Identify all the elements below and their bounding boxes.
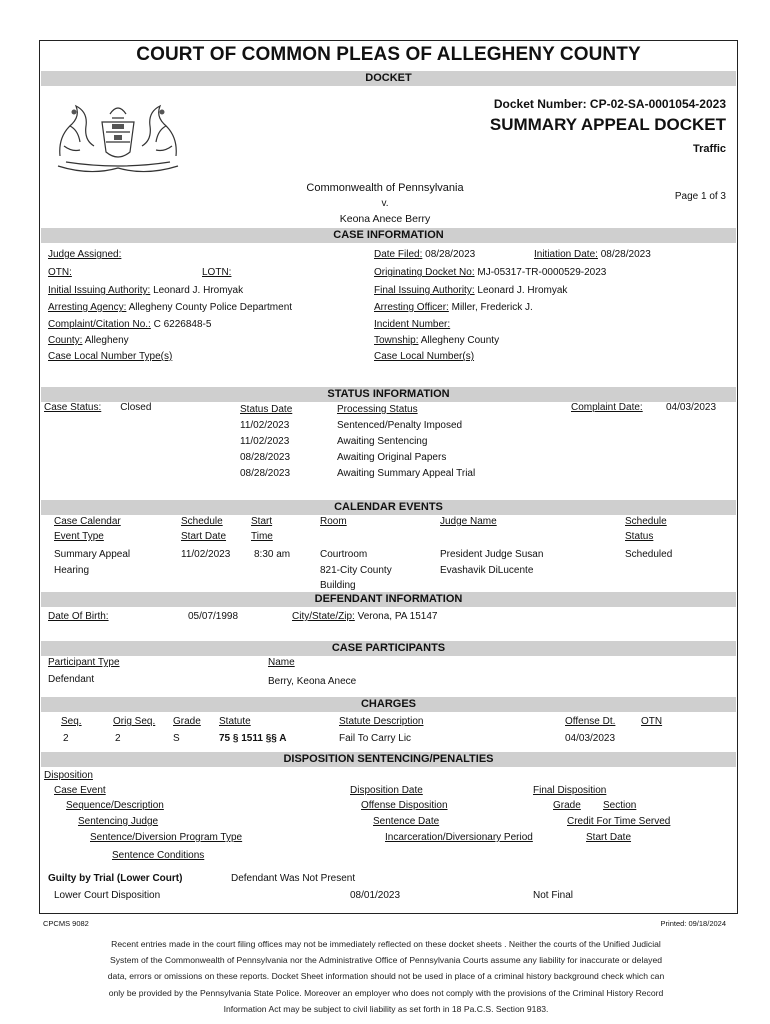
charge-grade: S — [173, 733, 180, 744]
incarceration-period-header: Incarceration/Diversionary Period — [385, 832, 533, 843]
disclaimer-line: Information Act may be subject to civil liability as set forth in 18 Pa.C.S. Section 9183. — [223, 1003, 549, 1014]
offense-date-header: Offense Dt. — [565, 716, 616, 727]
caption-versus: v. — [381, 198, 389, 209]
arresting-officer-field: Arresting Officer: Miller, Frederick J. — [374, 302, 533, 313]
schedule-date-header: Schedule — [181, 516, 223, 527]
lower-court-disposition: Lower Court Disposition — [54, 890, 161, 901]
status-date-header: Status Date — [240, 404, 293, 415]
room-header: Room — [320, 516, 347, 527]
charge-seq: 2 — [63, 733, 69, 744]
statute-description-header: Statute Description — [339, 716, 424, 727]
participant-name: Berry, Keona Anece — [268, 676, 357, 687]
start-time-header: Time — [251, 531, 273, 542]
disposition-grade-header: Grade — [553, 800, 581, 811]
docket-type: SUMMARY APPEAL DOCKET — [489, 115, 726, 134]
disclaimer-line: data, errors or omissions on these reports. Docket Sheet information should not be used in place of a criminal history background check which can — [107, 971, 665, 982]
charge-orig-seq: 2 — [115, 733, 121, 744]
offense-disposition-header: Offense Disposition — [361, 800, 448, 811]
arresting-agency-field: Arresting Agency: Allegheny County Police Department — [48, 302, 293, 313]
disposition-bar: DISPOSITION SENTENCING/PENALTIES — [41, 752, 736, 767]
docket-number: Docket Number: CP-02-SA-0001054-2023 — [493, 97, 726, 111]
originating-docket-field: Originating Docket No: MJ-05317-TR-0000529-2023 — [374, 267, 607, 278]
caption-plaintiff: Commonwealth of Pennsylvania — [306, 182, 464, 194]
case-event-header: Case Event — [54, 785, 106, 796]
status-information-bar: STATUS INFORMATION — [41, 387, 736, 402]
case-status-field: Case Status: Closed — [44, 402, 152, 413]
lotn-label: LOTN: — [202, 267, 232, 278]
initiation-date-field: Initiation Date: 08/28/2023 — [534, 249, 651, 260]
guilty-by-trial: Guilty by Trial (Lower Court) — [48, 873, 183, 884]
judge-name: Evashavik DiLucente — [440, 565, 534, 576]
schedule-status-header: Status — [625, 531, 654, 542]
local-number-type-label: Case Local Number Type(s) — [48, 351, 173, 362]
processing-status: Awaiting Summary Appeal Trial — [337, 468, 476, 479]
judge-name-header: Judge Name — [440, 516, 497, 527]
defendant-not-present: Defendant Was Not Present — [231, 873, 356, 884]
disclaimer-line: System of the Commonwealth of Pennsylvania nor the Administrative Office of Pennsylvania Courts assume any liability for inaccurate or delayed — [109, 955, 663, 966]
statute-header: Statute — [219, 716, 251, 727]
room: Building — [320, 580, 356, 591]
disposition-section-header: Section — [603, 800, 637, 811]
grade-header: Grade — [173, 716, 201, 727]
lower-court-date: 08/01/2023 — [350, 890, 401, 901]
otn-header: OTN — [641, 716, 663, 727]
status-date: 08/28/2023 — [240, 452, 291, 463]
complaint-date-label: Complaint Date: — [571, 402, 643, 413]
status-date: 11/02/2023 — [240, 436, 290, 447]
seq-header: Seq. — [61, 716, 82, 727]
disclaimer-line: Recent entries made in the court filing offices may not be immediately reflected on these docket sheets . Neither the courts of the Unified Judicial — [111, 939, 661, 949]
disposition-header: Disposition — [44, 770, 93, 781]
sentence-conditions-header: Sentence Conditions — [112, 850, 205, 861]
final-disposition-header: Final Disposition — [533, 785, 607, 796]
docket-bar: DOCKET — [41, 71, 736, 86]
court-title: COURT OF COMMON PLEAS OF ALLEGHENY COUNTY — [136, 44, 641, 65]
start-time-header: Start — [251, 516, 273, 527]
event-type: Summary Appeal — [54, 549, 131, 560]
schedule-date: 11/02/2023 — [181, 549, 231, 560]
printed-date: Printed: 09/18/2024 — [660, 919, 726, 928]
processing-status: Awaiting Original Papers — [337, 452, 447, 463]
pennsylvania-seal-icon — [50, 96, 186, 176]
sentence-date-header: Sentence Date — [373, 816, 440, 827]
event-type: Hearing — [54, 565, 90, 576]
charge-description: Fail To Carry Lic — [339, 733, 412, 744]
charge-offense-date: 04/03/2023 — [565, 733, 616, 744]
initial-authority-field: Initial Issuing Authority: Leonard J. Hromyak — [48, 285, 244, 296]
caption-defendant: Keona Anece Berry — [339, 213, 431, 225]
docket-category: Traffic — [692, 143, 726, 155]
disclaimer-line: only be provided by the Pennsylvania State Police. Moreover an employer who does not comply with the provisions of the Criminal History Record — [108, 987, 664, 998]
disclaimer — [80, 936, 692, 1017]
processing-status: Sentenced/Penalty Imposed — [337, 420, 463, 431]
participant-type: Defendant — [48, 674, 95, 685]
processing-status-header: Processing Status — [337, 404, 418, 415]
room: Courtroom — [320, 549, 368, 560]
complaint-date-value: 04/03/2023 — [666, 402, 717, 413]
defendant-information-bar: DEFENDANT INFORMATION — [41, 592, 736, 607]
case-information-bar: CASE INFORMATION — [41, 228, 736, 243]
complaint-number-field: Complaint/Citation No.: C 6226848-5 — [48, 319, 212, 330]
calendar-events-bar: CALENDAR EVENTS — [41, 500, 736, 515]
case-participants-bar: CASE PARTICIPANTS — [41, 641, 736, 656]
sequence-description-header: Sequence/Description — [66, 800, 164, 811]
room: 821-City County — [320, 565, 392, 576]
judge-assigned-label: Judge Assigned: — [48, 249, 122, 260]
disposition-date-header: Disposition Date — [350, 785, 423, 796]
start-time: 8:30 am — [254, 549, 291, 560]
dob-label: Date Of Birth: — [48, 611, 109, 622]
status-date: 08/28/2023 — [240, 468, 291, 479]
credit-time-served-header: Credit For Time Served — [567, 816, 671, 827]
event-type-header: Event Type — [54, 531, 104, 542]
start-date-header: Start Date — [586, 832, 632, 843]
county-field: County: Allegheny — [48, 335, 129, 346]
city-state-zip-field: City/State/Zip: Verona, PA 15147 — [292, 611, 438, 622]
date-filed-field: Date Filed: 08/28/2023 — [374, 249, 476, 260]
status-date: 11/02/2023 — [240, 420, 290, 431]
charges-bar: CHARGES — [41, 697, 736, 712]
event-type-header: Case Calendar — [54, 516, 121, 527]
participant-name-header: Name — [268, 657, 295, 668]
not-final: Not Final — [533, 890, 574, 901]
local-number-label: Case Local Number(s) — [374, 351, 475, 362]
schedule-status-header: Schedule — [625, 516, 667, 527]
page-number: Page 1 of 3 — [674, 191, 726, 202]
form-number: CPCMS 9082 — [43, 919, 89, 928]
schedule-date-header: Start Date — [181, 531, 227, 542]
schedule-status: Scheduled — [625, 549, 673, 560]
sentencing-judge-header: Sentencing Judge — [78, 816, 159, 827]
orig-seq-header: Orig Seq. — [113, 716, 156, 727]
final-authority-field: Final Issuing Authority: Leonard J. Hromyak — [374, 285, 568, 296]
participant-type-header: Participant Type — [48, 657, 120, 668]
incident-number-label: Incident Number: — [374, 319, 451, 330]
otn-label: OTN: — [48, 267, 72, 278]
processing-status: Awaiting Sentencing — [337, 436, 428, 447]
program-type-header: Sentence/Diversion Program Type — [90, 832, 243, 843]
dob-value: 05/07/1998 — [188, 611, 239, 622]
charge-statute: 75 § 1511 §§ A — [219, 733, 287, 744]
judge-name: President Judge Susan — [440, 549, 544, 560]
township-field: Township: Allegheny County — [374, 335, 500, 346]
